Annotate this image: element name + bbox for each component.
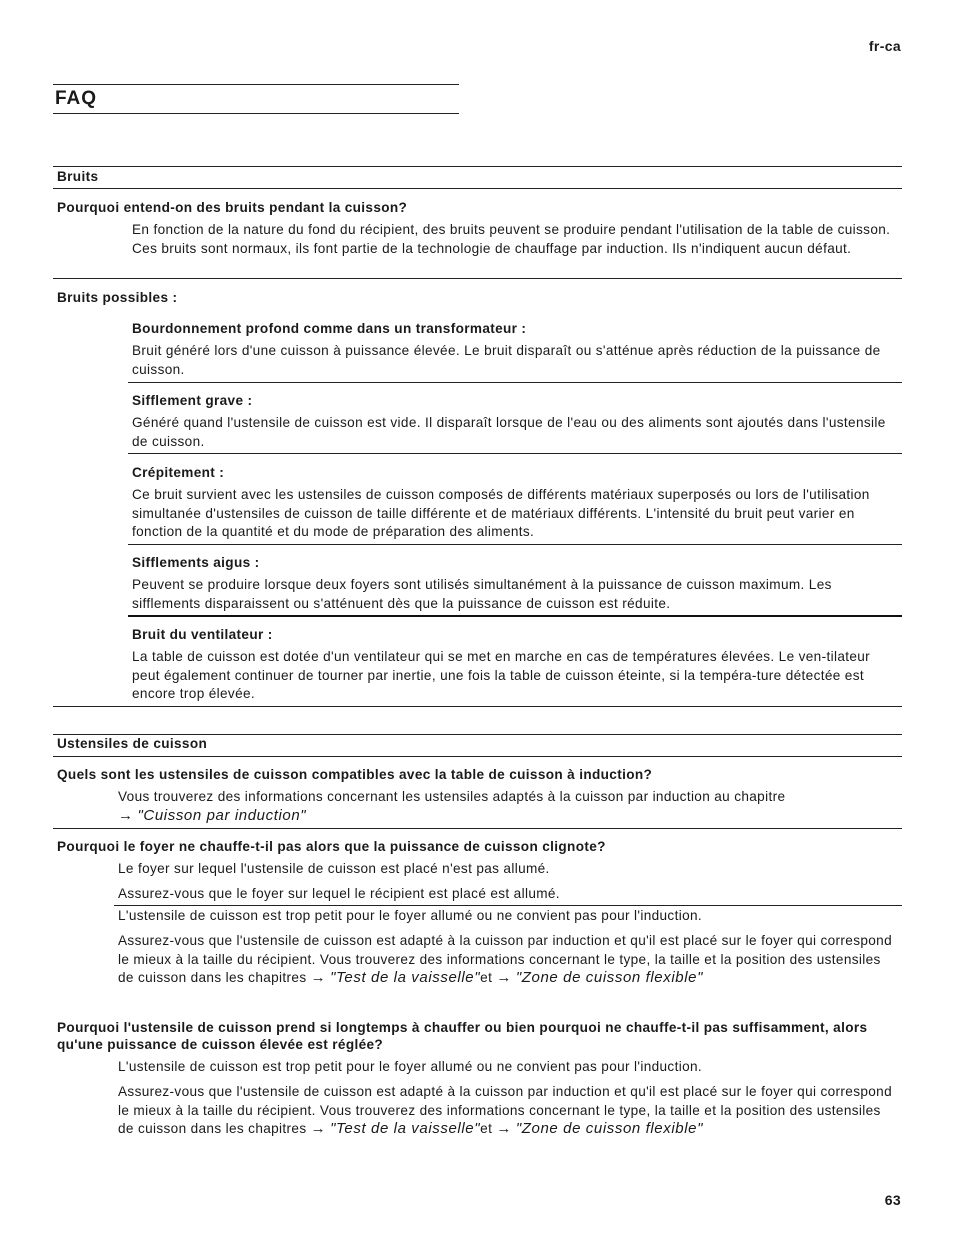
arrow-icon: → xyxy=(118,806,134,824)
noise-description: Peuvent se produire lorsque deux foyers sont utilisés simultanément à la puissance de cuisson maximum. Les sifflements disparaissent ou s'atténuent dès que la puissance de cuisson est réduite. xyxy=(132,577,832,611)
answer-noises: En fonction de la nature du fond du récipient, des bruits peuvent se produire pendant l'utilisation de la table de cuisson. Ces bruits sont normaux, ils font partie de la technologie de chauffage par induction. Ils n'indiquent aucun défaut. xyxy=(132,222,891,256)
answer-compatible-cookware xyxy=(118,788,900,825)
divider xyxy=(128,544,902,545)
question-possible-noises: Bruits possibles : xyxy=(57,290,178,305)
chapter-link-induction[interactable]: "Cuisson par induction" xyxy=(137,806,307,824)
page-number: 63 xyxy=(884,1192,901,1208)
question-slow-heating: Pourquoi l'ustensile de cuisson prend si longtemps à chauffer ou bien pourquoi ne chauffe-t-il pas suffisamment, alors qu'une puissance de cuisson élevée est réglée? xyxy=(57,1020,868,1052)
chapter-link-cookware-test[interactable]: "Test de la vaisselle" xyxy=(330,969,481,987)
noise-description: Bruit généré lors d'une cuisson à puissance élevée. Le bruit disparaît ou s'atténue après réduction de la puissance de cuisson. xyxy=(132,343,881,377)
noise-name: Bruit du ventilateur : xyxy=(132,627,273,642)
divider xyxy=(128,453,902,454)
noise-description: La table de cuisson est dotée d'un ventilateur qui se met en marche en cas de températures élevées. Le ven-tilateur peut également continuer de tourner par inertie, une fois la table de cuisson éteinte, si la tempéra-ture détectée est encore trop élevée. xyxy=(132,649,871,702)
remedy-text xyxy=(118,1083,900,1139)
question-noises: Pourquoi entend-on des bruits pendant la cuisson? xyxy=(57,200,408,215)
divider xyxy=(53,706,902,707)
cause-text: Le foyer sur lequel l'ustensile de cuisson est placé n'est pas allumé. xyxy=(118,861,550,876)
divider xyxy=(128,615,902,617)
arrow-icon: → xyxy=(310,969,326,987)
title-rule-bottom xyxy=(53,113,459,114)
remedy-body: Assurez-vous que l'ustensile de cuisson est adapté à la cuisson par induction et qu'il est placé sur le foyer qui correspond le mieux à la taille du récipient. Vous trouverez des informations concernant le type, la taille et la position des ustensiles de cuisson dans les chapitres xyxy=(118,933,893,986)
arrow-icon: → xyxy=(496,1120,512,1138)
remedy-text: Assurez-vous que le foyer sur lequel le récipient est placé est allumé. xyxy=(118,886,560,901)
section-heading-cookware: Ustensiles de cuisson xyxy=(57,736,208,751)
answer-text: Vous trouverez des informations concernant les ustensiles adaptés à la cuisson par induction au chapitre xyxy=(118,789,786,804)
conjunction: et xyxy=(480,970,493,986)
noise-description: Ce bruit survient avec les ustensiles de cuisson composés de différents matériaux superposés ou lors de l'utilisation simultanée d'ustensiles de cuisson de taille différente et de matériaux différents. L'intensité du bruit peut varier en fonction de la quantité et du mode de préparation des aliments. xyxy=(132,487,870,540)
cause-text: L'ustensile de cuisson est trop petit pour le foyer allumé ou ne convient pas pour l'induction. xyxy=(118,1059,703,1074)
divider xyxy=(53,828,902,829)
arrow-icon: → xyxy=(310,1120,326,1138)
noise-name: Bourdonnement profond comme dans un transformateur : xyxy=(132,321,527,336)
divider xyxy=(128,382,902,383)
conjunction: et xyxy=(480,1121,493,1137)
noise-description: Généré quand l'ustensile de cuisson est vide. Il disparaît lorsque de l'eau ou des aliments sont ajoutés dans l'ustensile de cuisson. xyxy=(132,415,886,449)
chapter-link-flex-zone[interactable]: "Zone de cuisson flexible" xyxy=(515,1120,704,1138)
language-code: fr-ca xyxy=(868,38,901,54)
arrow-icon: → xyxy=(496,969,512,987)
chapter-link-flex-zone[interactable]: "Zone de cuisson flexible" xyxy=(515,969,704,987)
divider xyxy=(53,734,902,735)
divider xyxy=(53,278,902,279)
divider xyxy=(114,905,902,906)
cause-text: L'ustensile de cuisson est trop petit pour le foyer allumé ou ne convient pas pour l'induction. xyxy=(118,908,703,923)
divider xyxy=(53,166,902,167)
noise-name: Crépitement : xyxy=(132,465,225,480)
remedy-text xyxy=(118,932,900,988)
section-heading-noises: Bruits xyxy=(57,169,99,184)
divider xyxy=(53,756,902,757)
noise-name: Sifflement grave : xyxy=(132,393,253,408)
divider xyxy=(53,188,902,189)
question-compatible-cookware: Quels sont les ustensiles de cuisson compatibles avec la table de cuisson à induction? xyxy=(57,767,653,782)
noise-name: Sifflements aigus : xyxy=(132,555,260,570)
chapter-link-cookware-test[interactable]: "Test de la vaisselle" xyxy=(330,1120,481,1138)
question-zone-not-heating: Pourquoi le foyer ne chauffe-t-il pas alors que la puissance de cuisson clignote? xyxy=(57,839,606,854)
page-title: FAQ xyxy=(55,88,98,109)
title-rule-top xyxy=(53,84,459,85)
remedy-body: Assurez-vous que l'ustensile de cuisson est adapté à la cuisson par induction et qu'il est placé sur le foyer qui correspond le mieux à la taille du récipient. Vous trouverez des informations concernant le type, la taille et la position des ustensiles de cuisson dans les chapitres xyxy=(118,1084,893,1137)
